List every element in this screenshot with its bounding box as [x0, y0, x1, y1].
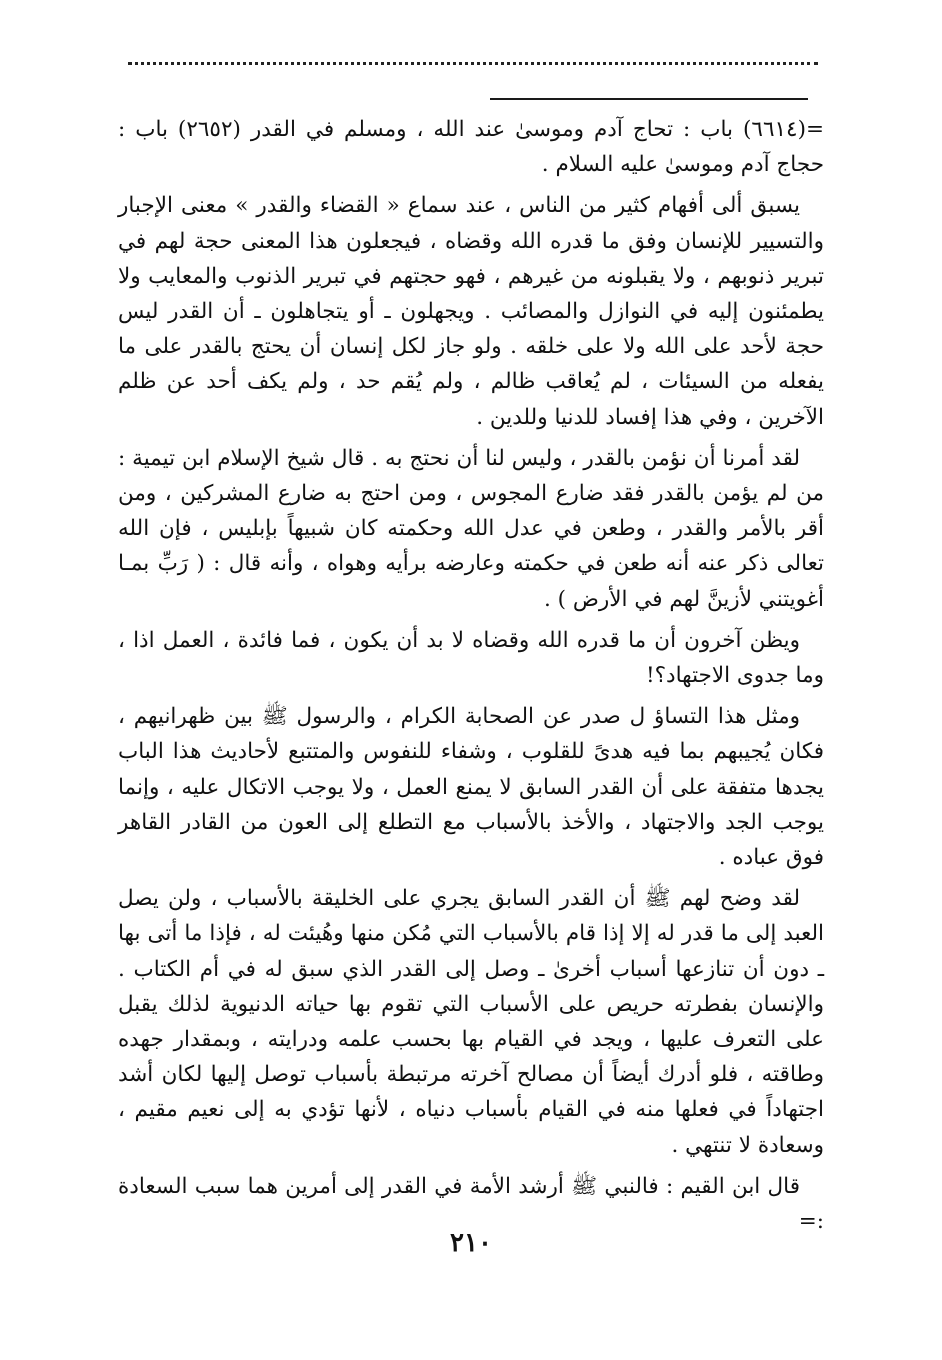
paragraph-3: ويظن آخرون أن ما قدره الله وقضاه لا بد أن يكون ، فما فائدة ، العمل اذا ، وما جدوى الاجتهاد؟! — [118, 627, 824, 689]
paragraph-2: لقد أمرنا أن نؤمن بالقدر ، وليس لنا أن نحتج به . قال شيخ الإسلام ابن تيمية : من لم يؤمن بالقدر فقد ضارع المجوس ، ومن احتج به ضارع المشركين ، ومن أقر بالأمر والقدر ، وطعن في عدل الله وحكمته كان شبيهاً بإبليس ، فإن الله تعالى ذكر عنه أنه طعن في حكمته وعارضه برأيه وهواه ، وأنه قال : ( رَبِّ بمـا أغويتني لأزينَّ لهم في الأرض ) . — [118, 445, 824, 612]
footnote-rule — [490, 98, 808, 100]
footnote-continuation: =(٦٦١٤) باب : تحاج آدم وموسىٰ عند الله ، ومسلم في القدر (٢٦٥٢) باب : حجاج آدم وموسىٰ عليه السلام . — [118, 117, 824, 178]
paragraph-6: قال ابن القيم : فالنبي ﷺ أرشد الأمة في القدر إلى أمرين هما سبب السعادة := — [118, 1173, 824, 1235]
paragraph-1: يسبق ألى أفهام كثير من الناس ، عند سماع « القضاء والقدر » معنى الإجبار والتسيير للإنسان وفق ما قدره الله وقضاه ، فيجعلون هذا المعنى حجة لهم في تبرير ذنوبهم ، ولا يقبلونه من غيرهم ، فهو حجتهم في تبرير الذنوب والمعايب ولا يطمئنون إليه في النوازل والمصائب . ويجهلون ـ أو يتجاهلون ـ أن القدر ليس حجة لأحد على الله ولا على خلقه . ولو جاز لكل إنسان أن يحتج بالقدر على ما يفعله من السيئات ، لم يُعاقب ظالم ، ولم يُقم حد ، ولم يكف أحد عن ظلم الآخرين ، وفي هذا إفساد للدنيا وللدين . — [118, 193, 824, 430]
dotted-separator — [128, 62, 818, 82]
paragraph-4: ومثل هذا التساؤ ل صدر عن الصحابة الكرام ، والرسول ﷺ بين ظهرانيهم ، فكان يُجيبهم بما فيه هدىً للقلوب ، وشفاء للنفوس والمتتبع لأحاديث هذا الباب يجدها متفقة على أن القدر السابق لا يمنع العمل ، ولا يوجب الاتكال عليه ، وإنما يوجب الجد والاجتهاد ، والأخذ بالأسباب مع التطلع إلى العون من القادر القاهر فوق عباده . — [118, 704, 824, 871]
page-number: ٢١٠ — [450, 1228, 492, 1258]
page-text — [118, 112, 824, 1245]
paragraph-5: لقد وضح لهم ﷺ أن القدر السابق يجري على الخليقة بالأسباب ، ولن يصل العبد إلى ما قدر له إلا إذا قام بالأسباب التي مُكن منها وهُيئت له ، فإذا ما أتى بها ـ دون أن تنازعها أسباب أخرىٰ ـ وصل إلى القدر الذي سبق له في أم الكتاب . والإنسان بفطرته حريص على الأسباب التي تقوم بها حياته الدنيوية لذلك يقبل على التعرف عليها ، ويجد في القيام بها بحسب علمه ودرايته ، وبمقدار جهده وطاقته ، فلو أدرك أيضاً أن مصالح آخرته مرتبطة بأسباب توصل إليها لكان أشد اجتهاداً في فعلها منه في القيام بأسباب دنياه ، لأنها تؤدي به إلى نعيم مقيم ، وسعادة لا تنتهي . — [118, 886, 824, 1158]
